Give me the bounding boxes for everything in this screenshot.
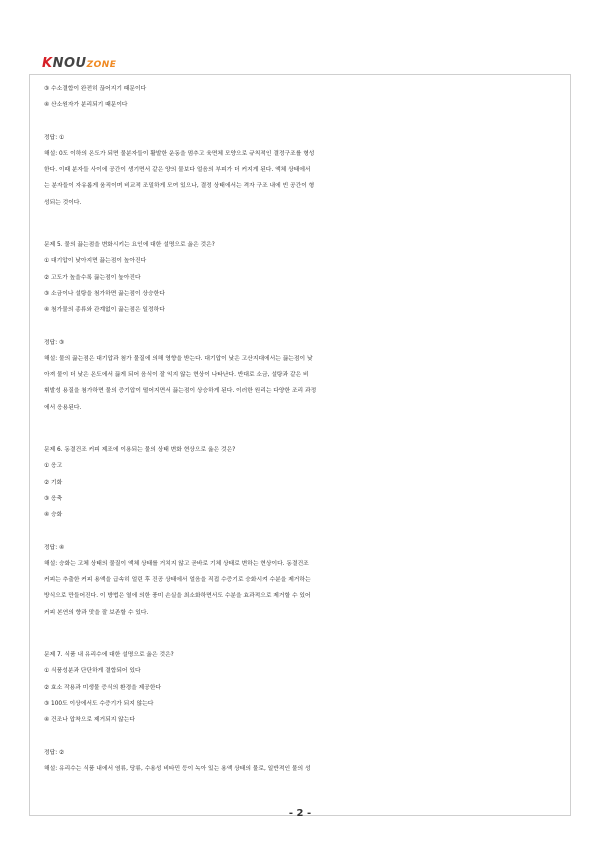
explanation-line: 커피는 추출한 커피 용액을 급속히 얼린 후 진공 상태에서 얼음을 직접 수증기로 승화시켜 수분을 제거하는 bbox=[44, 577, 311, 584]
explanation-line: 해설: 물의 끓는점은 대기압과 첨가 물질에 의해 영향을 받는다. 대기압이 낮은 고산지대에서는 끓는점이 낮 bbox=[44, 355, 313, 362]
option: ③ 수소결합이 완전히 끊어지기 때문이다 bbox=[44, 86, 147, 92]
answer: 정답: ④ bbox=[44, 544, 65, 551]
explanation-line: 해설: 유리수는 식품 내에서 염류, 당류, 수용성 비타민 등이 녹아 있는 용액 상태의 물로, 일반적인 물의 성 bbox=[44, 765, 311, 772]
page-header bbox=[42, 52, 572, 74]
option: ④ 산소원자가 분리되기 때문이다 bbox=[44, 102, 128, 109]
explanation-line: 아져 물이 더 낮은 온도에서 끓게 되어 음식이 잘 익지 않는 현상이 나타난다. 반대로 소금, 설탕과 같은 비 bbox=[44, 372, 309, 379]
page-number: - 2 - bbox=[288, 808, 312, 819]
question-title: 문제 6. 동결건조 커피 제조에 이용되는 물의 상태 변화 현상으로 옳은 것은? bbox=[44, 447, 236, 454]
explanation-line: 한다. 이때 분자들 사이에 공간이 생기면서 같은 양의 물보다 얼음의 부피가 더 커지게 된다. 액체 상태에서 bbox=[44, 167, 311, 174]
option: ② 고도가 높을수록 끓는점이 높아진다 bbox=[44, 274, 141, 281]
explanation-line: 해설: 승화는 고체 상태의 물질이 액체 상태를 거치지 않고 곧바로 기체 상태로 변하는 현상이다. 동결건조 bbox=[44, 560, 309, 567]
knouzone-logo: KNOUZONE bbox=[42, 56, 117, 71]
explanation-line: 해설: 0도 이하의 온도가 되면 물분자들이 활발한 운동을 멈추고 육면체 모양으로 규칙적인 결정구조를 형성 bbox=[44, 150, 315, 157]
option: ④ 승화 bbox=[44, 512, 63, 519]
explanation-line: 에서 응용된다. bbox=[44, 404, 82, 411]
explanation bbox=[44, 556, 564, 621]
option: ③ 100도 이상에서도 수증기가 되지 않는다 bbox=[44, 700, 154, 707]
explanation-line: 는 분자들이 자유롭게 움직이며 비교적 조밀하게 모여 있으나, 결정 상태에서는 격자 구조 내에 빈 공간이 형 bbox=[44, 183, 315, 190]
explanation bbox=[44, 761, 564, 777]
option: ① 대기압이 낮아지면 끓는점이 높아진다 bbox=[44, 258, 147, 265]
option: ① 응고 bbox=[44, 463, 63, 470]
explanation-line: 성되는 것이다. bbox=[44, 199, 82, 206]
answer: 정답: ① bbox=[44, 134, 65, 141]
option: ① 식품성분과 단단하게 결합되어 있다 bbox=[44, 668, 141, 675]
option: ② 기화 bbox=[44, 479, 63, 486]
explanation-line: 커피 본연의 향과 맛을 잘 보존할 수 있다. bbox=[44, 609, 149, 616]
option: ④ 첨가물의 종류와 관계없이 끓는점은 일정하다 bbox=[44, 307, 165, 314]
explanation-line: 휘발성 용질을 첨가하면 물의 증기압이 떨어지면서 끓는점이 상승하게 된다. 이러한 원리는 다양한 조리 과정 bbox=[44, 388, 317, 395]
option: ③ 소금이나 설탕을 첨가하면 끓는점이 상승한다 bbox=[44, 290, 165, 297]
question-title: 문제 5. 물의 끓는점을 변화시키는 요인에 대한 설명으로 옳은 것은? bbox=[44, 242, 215, 249]
explanation-line: 방식으로 만들어진다. 이 방법은 열에 의한 풍미 손실을 최소화하면서도 수분을 효과적으로 제거할 수 있어 bbox=[44, 593, 311, 600]
answer: 정답: ③ bbox=[44, 339, 65, 346]
option: ③ 응축 bbox=[44, 495, 63, 502]
explanation bbox=[44, 351, 564, 416]
question-title: 문제 7. 식품 내 유리수에 대한 설명으로 옳은 것은? bbox=[44, 652, 174, 659]
option: ④ 건조나 압착으로 제거되지 않는다 bbox=[44, 717, 135, 724]
answer: 정답: ② bbox=[44, 749, 65, 756]
option: ② 효소 작용과 미생물 증식의 환경을 제공한다 bbox=[44, 684, 162, 691]
explanation bbox=[44, 146, 564, 211]
document-body bbox=[44, 81, 564, 777]
